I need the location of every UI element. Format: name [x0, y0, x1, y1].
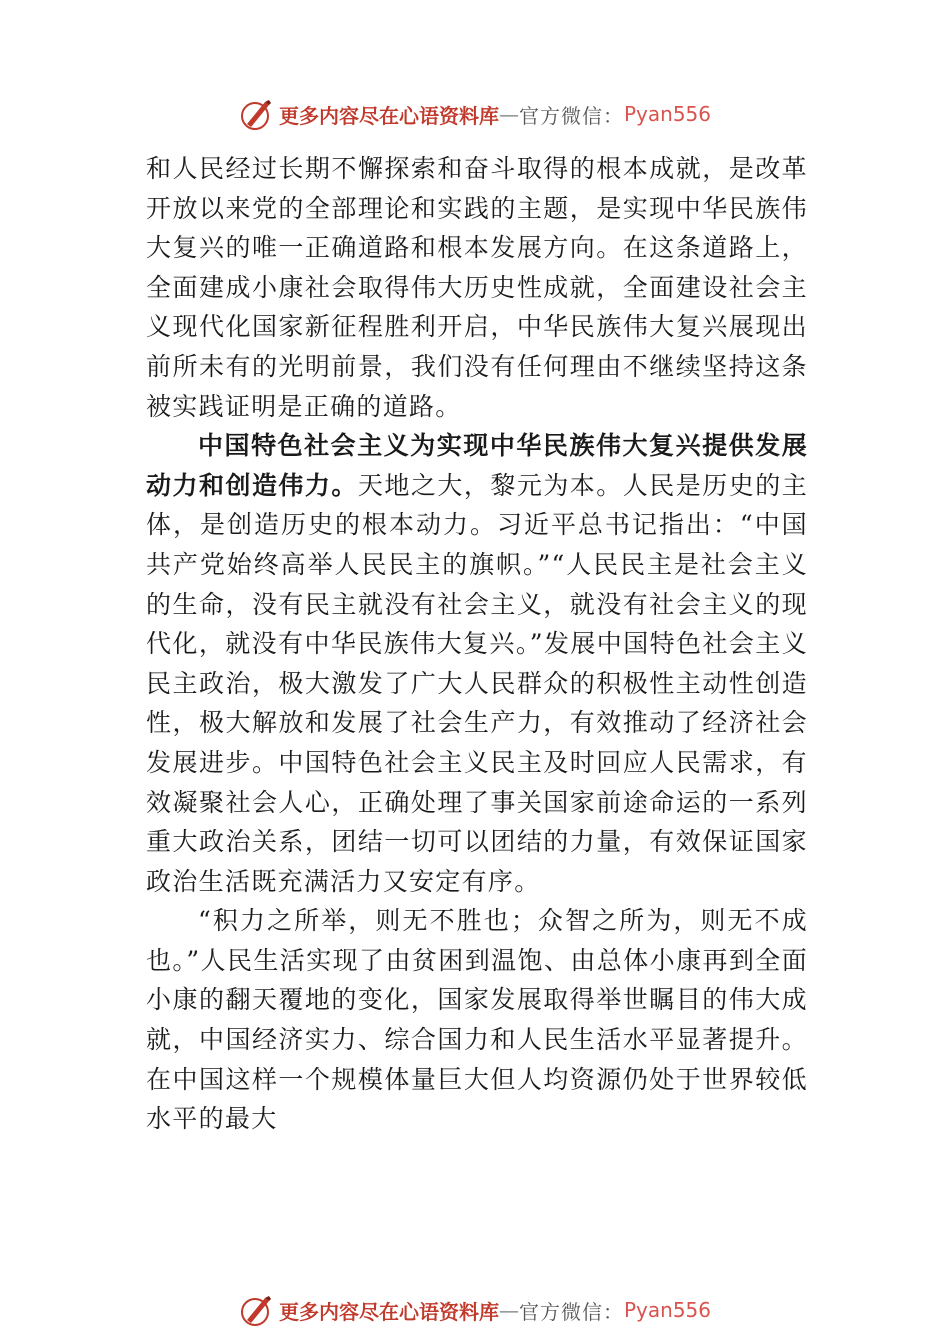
header-brand: 更多内容尽在心语资料库 [278, 103, 499, 128]
footer-dash: — [498, 1298, 519, 1322]
header-wechat-label: 官方微信： [518, 103, 624, 128]
footer-banner [0, 1290, 950, 1330]
header-banner [0, 94, 950, 134]
document-body [146, 149, 808, 1139]
paragraph-2-bold-lead: 中国特色社会主义为实现中华民族伟大复兴提供发展动力和创造伟力。 [146, 431, 808, 500]
footer-wechat-id: Pyan556 [623, 1298, 711, 1322]
header-wechat-id: Pyan556 [623, 102, 711, 126]
paragraph-2 [146, 426, 808, 901]
paragraph-2-text: 天地之大，黎元为本。人民是历史的主体，是创造历史的根本动力。习近平总书记指出：“中国共产党始终高举人民民主的旗帜。”“人民民主是社会主义的生命，没有民主就没有社会主义，就没有社会主义的现代化，就没有中华民族伟大复兴。”发展中国特色社会主义民主政治，极大激发了广大人民群众的积极性主动性创造性，极大解放和发展了社会生产力，有效推动了经济社会发展进步。中国特色社会主义民主及时回应人民需求，有效凝聚社会人心，正确处理了事关国家前途命运的一系列重大政治关系，团结一切可以团结的力量，有效保证国家政治生活既充满活力又安定有序。 [146, 470, 808, 896]
pen-logo-icon [239, 96, 275, 132]
pen-logo-icon [239, 1292, 275, 1328]
header-dash: — [498, 102, 519, 126]
footer-wechat-label: 官方微信： [518, 1299, 624, 1324]
paragraph-3: “积力之所举，则无不胜也；众智之所为，则无不成也。”人民生活实现了由贫困到温饱、由总体小康再到全面小康的翻天覆地的变化，国家发展取得举世瞩目的伟大成就，中国经济实力、综合国力和人民生活水平显著提升。在中国这样一个规模体量巨大但人均资源仍处于世界较低水平的最大 [146, 906, 808, 1134]
footer-brand: 更多内容尽在心语资料库 [278, 1299, 499, 1324]
paragraph-1: 和人民经过长期不懈探索和奋斗取得的根本成就，是改革开放以来党的全部理论和实践的主题，是实现中华民族伟大复兴的唯一正确道路和根本发展方向。在这条道路上，全面建成小康社会取得伟大历史性成就，全面建设社会主义现代化国家新征程胜利开启，中华民族伟大复兴展现出前所未有的光明前景，我们没有任何理由不继续坚持这条被实践证明是正确的道路。 [146, 154, 808, 421]
